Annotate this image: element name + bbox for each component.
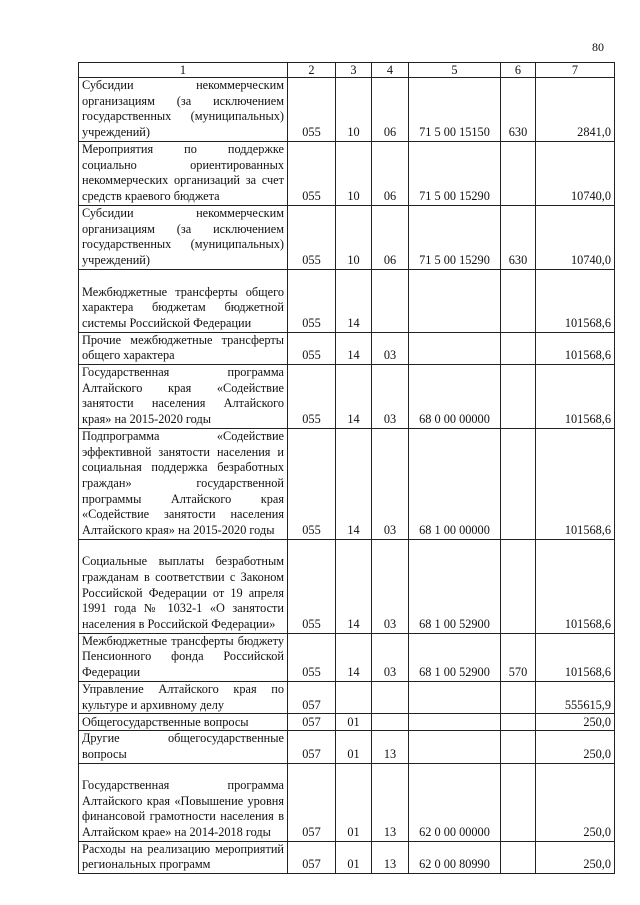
row-name: Субсидии некоммерческим организациям (за исключением государственных (муниципальных) учреждений): [79, 78, 288, 142]
header-col-4: 4: [372, 63, 409, 78]
header-col-2: 2: [288, 63, 336, 78]
table-row: [79, 731, 615, 763]
row-target-article: 71 5 00 15290: [409, 205, 501, 269]
table-row: [79, 141, 615, 205]
row-subsection: 06: [372, 78, 409, 142]
row-section: 14: [336, 428, 372, 539]
row-section: 14: [336, 365, 372, 429]
row-amount: 2841,0: [536, 78, 615, 142]
row-expense-type: [501, 763, 536, 841]
row-target-article: 68 1 00 52900: [409, 539, 501, 633]
row-section: [336, 681, 372, 713]
row-section: 14: [336, 539, 372, 633]
row-amount: 101568,6: [536, 365, 615, 429]
row-amount: 10740,0: [536, 141, 615, 205]
row-target-article: [409, 731, 501, 763]
row-target-article: 68 1 00 00000: [409, 428, 501, 539]
row-section: 10: [336, 78, 372, 142]
budget-table: [78, 62, 615, 874]
table-row: [79, 269, 615, 332]
table-row: [79, 763, 615, 841]
row-subsection: 06: [372, 141, 409, 205]
row-name: Общегосударственные вопросы: [79, 714, 288, 731]
row-target-article: 71 5 00 15290: [409, 141, 501, 205]
row-subsection: 03: [372, 365, 409, 429]
table-row: [79, 205, 615, 269]
row-name: Мероприятия по поддержке социально ориентированных некоммерческих организаций за счет средств краевого бюджета: [79, 141, 288, 205]
table-row: [79, 681, 615, 713]
header-col-1: 1: [79, 63, 288, 78]
row-section: 14: [336, 269, 372, 332]
row-subsection: 03: [372, 428, 409, 539]
header-col-7: 7: [536, 63, 615, 78]
row-amount: 250,0: [536, 714, 615, 731]
row-target-article: 62 0 00 80990: [409, 841, 501, 873]
header-col-6: 6: [501, 63, 536, 78]
row-name: Управление Алтайского края по культуре и архивному делу: [79, 681, 288, 713]
row-amount: 250,0: [536, 731, 615, 763]
row-name: Субсидии некоммерческим организациям (за исключением государственных (муниципальных) учреждений): [79, 205, 288, 269]
row-ministry-code: 055: [288, 633, 336, 681]
row-ministry-code: 055: [288, 78, 336, 142]
row-subsection: 13: [372, 841, 409, 873]
row-expense-type: [501, 141, 536, 205]
row-ministry-code: 055: [288, 539, 336, 633]
row-target-article: 71 5 00 15150: [409, 78, 501, 142]
table-row: [79, 714, 615, 731]
row-subsection: 03: [372, 633, 409, 681]
row-name: Межбюджетные трансферты общего характера бюджетам бюджетной системы Российской Федерации: [79, 269, 288, 332]
row-subsection: [372, 714, 409, 731]
table-row: [79, 365, 615, 429]
row-ministry-code: 055: [288, 365, 336, 429]
table-row: [79, 539, 615, 633]
row-amount: 101568,6: [536, 269, 615, 332]
row-expense-type: [501, 428, 536, 539]
row-ministry-code: 057: [288, 763, 336, 841]
row-target-article: [409, 714, 501, 731]
table-row: [79, 78, 615, 142]
row-name: Межбюджетные трансферты бюджету Пенсионного фонда Российской Федерации: [79, 633, 288, 681]
row-amount: 250,0: [536, 763, 615, 841]
row-section: 01: [336, 731, 372, 763]
row-subsection: 13: [372, 731, 409, 763]
row-amount: 101568,6: [536, 428, 615, 539]
row-name: Расходы на реализацию мероприятий региональных программ: [79, 841, 288, 873]
row-section: 14: [336, 633, 372, 681]
row-expense-type: 630: [501, 205, 536, 269]
row-name: Социальные выплаты безработным гражданам в соответствии с Законом Российской Федерации от 19 апреля 1991 года № 1032-1 «О занятости населения в Российской Федерации»: [79, 539, 288, 633]
row-target-article: 62 0 00 00000: [409, 763, 501, 841]
row-amount: 101568,6: [536, 332, 615, 364]
row-ministry-code: 055: [288, 269, 336, 332]
row-ministry-code: 057: [288, 731, 336, 763]
row-subsection: 03: [372, 332, 409, 364]
row-subsection: [372, 269, 409, 332]
row-name: Другие общегосударственные вопросы: [79, 731, 288, 763]
row-name: Прочие межбюджетные трансферты общего характера: [79, 332, 288, 364]
row-subsection: 03: [372, 539, 409, 633]
row-amount: 555615,9: [536, 681, 615, 713]
row-amount: 101568,6: [536, 633, 615, 681]
row-target-article: 68 1 00 52900: [409, 633, 501, 681]
header-row: [79, 63, 615, 78]
row-name: Подпрограмма «Содействие эффективной занятости населения и социальная поддержка безработных граждан» государственной программы Алтайского края «Содействие занятости населения Алтайского края» на 2015-2020 годы: [79, 428, 288, 539]
row-ministry-code: 057: [288, 714, 336, 731]
row-expense-type: [501, 539, 536, 633]
row-expense-type: [501, 269, 536, 332]
table-row: [79, 332, 615, 364]
row-section: 01: [336, 763, 372, 841]
row-expense-type: [501, 731, 536, 763]
row-subsection: 13: [372, 763, 409, 841]
table-row: [79, 841, 615, 873]
row-expense-type: [501, 841, 536, 873]
row-subsection: 06: [372, 205, 409, 269]
row-target-article: [409, 332, 501, 364]
row-amount: 101568,6: [536, 539, 615, 633]
page-number: 80: [592, 40, 604, 54]
row-expense-type: [501, 681, 536, 713]
row-section: 01: [336, 841, 372, 873]
row-ministry-code: 057: [288, 841, 336, 873]
row-name: Государственная программа Алтайского края «Содействие занятости населения Алтайского края» на 2015-2020 годы: [79, 365, 288, 429]
row-section: 14: [336, 332, 372, 364]
row-ministry-code: 055: [288, 141, 336, 205]
row-expense-type: 630: [501, 78, 536, 142]
row-target-article: [409, 269, 501, 332]
row-expense-type: [501, 714, 536, 731]
row-expense-type: [501, 332, 536, 364]
row-section: 10: [336, 205, 372, 269]
row-section: 01: [336, 714, 372, 731]
row-amount: 250,0: [536, 841, 615, 873]
header-col-5: 5: [409, 63, 501, 78]
row-name: Государственная программа Алтайского края «Повышение уровня финансовой грамотности населения в Алтайском крае» на 2014-2018 годы: [79, 763, 288, 841]
header-col-3: 3: [336, 63, 372, 78]
table-row: [79, 428, 615, 539]
row-amount: 10740,0: [536, 205, 615, 269]
row-target-article: [409, 681, 501, 713]
row-ministry-code: 057: [288, 681, 336, 713]
row-section: 10: [336, 141, 372, 205]
row-expense-type: [501, 365, 536, 429]
table-row: [79, 633, 615, 681]
row-target-article: 68 0 00 00000: [409, 365, 501, 429]
row-ministry-code: 055: [288, 428, 336, 539]
row-ministry-code: 055: [288, 332, 336, 364]
row-expense-type: 570: [501, 633, 536, 681]
row-ministry-code: 055: [288, 205, 336, 269]
row-subsection: [372, 681, 409, 713]
